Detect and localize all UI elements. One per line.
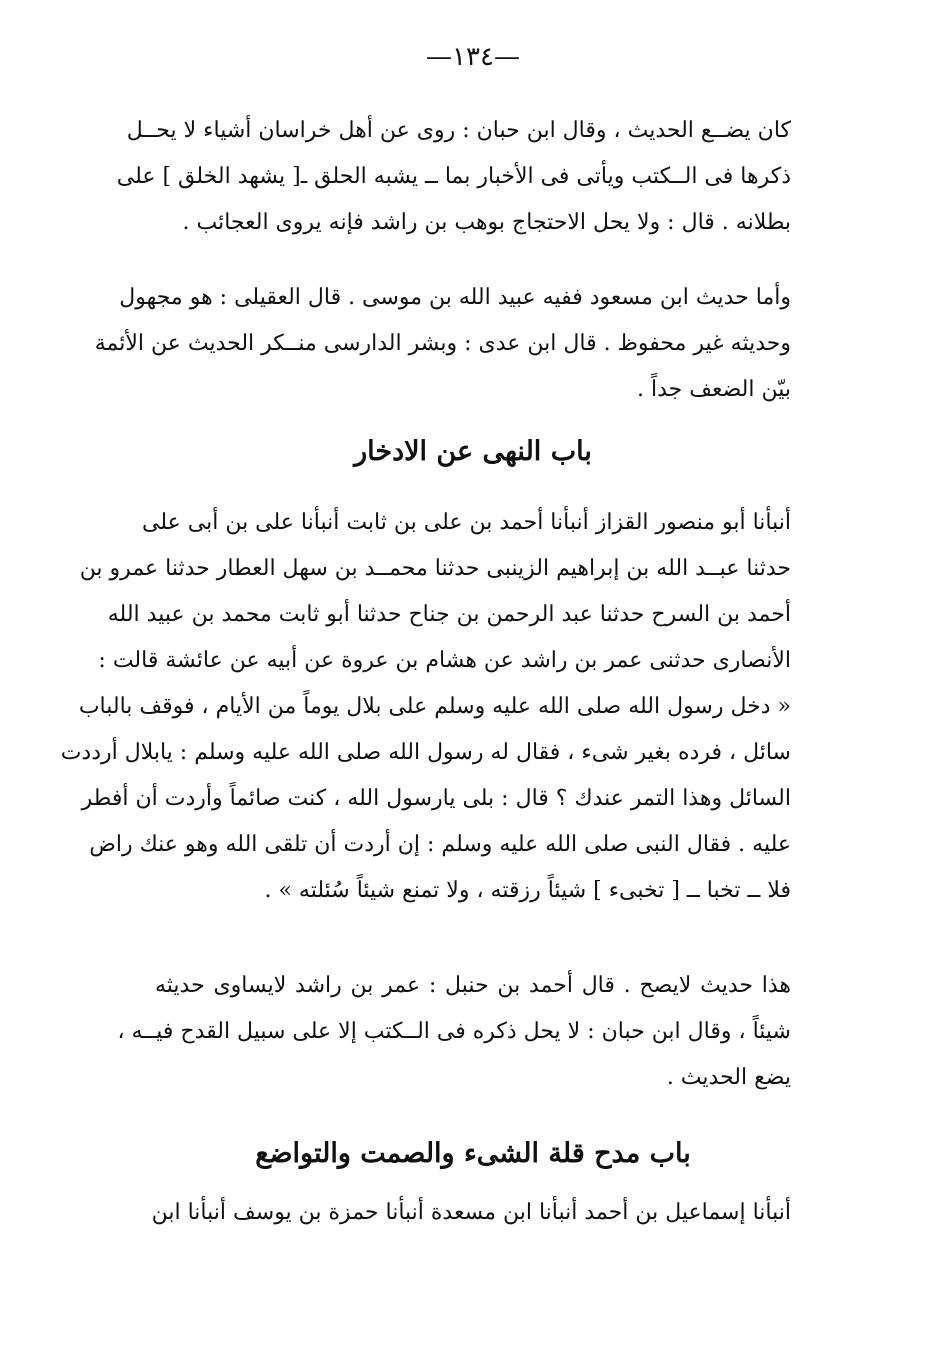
text-line: شيئاً ، وقال ابن حبان : لا يحل ذكره فى الــكتب إلا على سبيل القدح فيــه ، — [117, 1019, 791, 1044]
text-line: أنبأنا أبو منصور القزاز أنبأنا أحمد بن على بن ثابت أنبأنا على بن أبى على — [142, 510, 791, 535]
text-line: حدثنا عبــد الله بن إبراهيم الزينبى حدثنا محمــد بن سهل العطار حدثنا عمرو بن — [79, 556, 791, 581]
text-line: بطلانه . قال : ولا يحل الاحتجاج بوهب بن راشد فإنه يروى العجائب . — [182, 210, 791, 235]
text-line: السائل وهذا التمر عندك ؟ قال : بلى يارسول الله ، كنت صائماً وأردت أن أفطر — [81, 786, 791, 811]
text-line: فلا ــ تخبا ــ [ تخبىء ] شيئاً رزقته ، ولا تمنع شيئاً سُئلته » . — [264, 878, 791, 903]
text-line: سائل ، فرده بغير شىء ، فقال له رسول الله صلى الله عليه وسلم : يابلال أرددت — [60, 740, 791, 765]
text-line: « دخل رسول الله صلى الله عليه وسلم على بلال يوماً من الأيام ، فوقف بالباب — [78, 694, 791, 719]
text-line: الأنصارى حدثنى عمر بن راشد عن هشام بن عروة عن أبيه عن عائشة قالت : — [98, 648, 791, 673]
paragraph-ibn-masud — [94, 275, 791, 413]
text-line: عليه . فقال النبى صلى الله عليه وسلم : إن أردت أن تلقى الله وهو عنك راض — [89, 832, 791, 857]
chapter-heading-hoarding: باب النهى عن الادخار — [354, 436, 592, 467]
chapter-heading-modesty: باب مدح قلة الشىء والصمت والتواضع — [255, 1138, 691, 1169]
text-line: يضع الحديث . — [666, 1065, 791, 1090]
text-line: هذا حديث لايصح . قال أحمد بن حنبل : عمر بن راشد لايساوى حديثه — [155, 973, 791, 998]
text-line: أنبأنا إسماعيل بن أحمد أنبأنا ابن مسعدة أنبأنا حمزة بن يوسف أنبأنا ابن — [151, 1200, 791, 1225]
paragraph-ibn-hibban — [116, 108, 791, 246]
text-line: أحمد بن السرح حدثنا عبد الرحمن بن جناح حدثنا أبو ثابت محمد بن عبيد الله — [107, 602, 791, 627]
paragraph-grading — [117, 963, 791, 1101]
paragraph-isnad-start — [151, 1190, 791, 1236]
text-line: كان يضــع الحديث ، وقال ابن حبان : روى عن أهل خراسان أشياء لا يحــل — [126, 118, 791, 143]
text-line: وحديثه غير محفوظ . قال ابن عدى : وبشر الدارسى منــكر الحديث عن الأئمة — [94, 331, 791, 356]
text-line: بيّن الضعف جداً . — [636, 377, 791, 402]
paragraph-hadith-bilal — [60, 500, 791, 914]
text-line: وأما حديث ابن مسعود ففيه عبيد الله بن موسى . قال العقيلى : هو مجهول — [119, 285, 791, 310]
text-line: ذكرها فى الــكتب ويأتى فى الأخبار بما ــ يشبه الحلق ـ[ يشهد الخلق ] على — [116, 164, 791, 189]
page-number: —١٣٤— — [426, 42, 520, 72]
